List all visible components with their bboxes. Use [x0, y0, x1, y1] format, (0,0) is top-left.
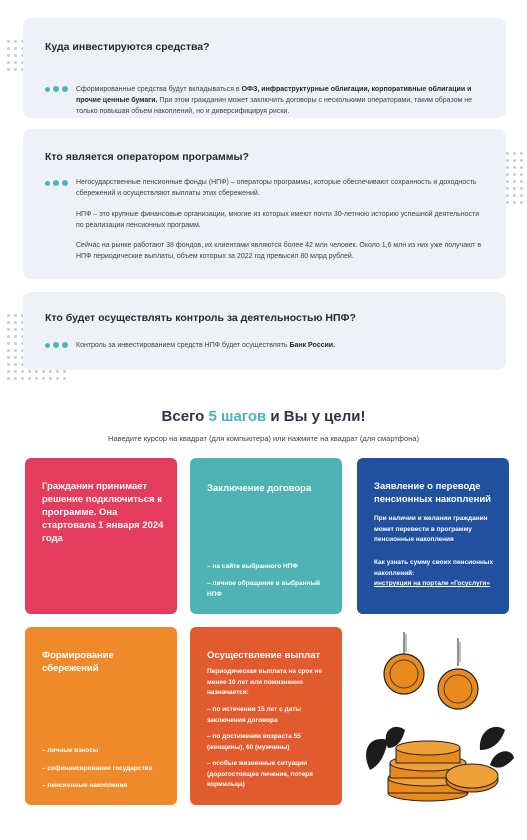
dot — [513, 173, 516, 176]
step-tile-transfer[interactable] — [357, 458, 509, 614]
dot — [7, 47, 10, 50]
dot — [14, 356, 17, 359]
faq-answer-paragraph: Негосударственные пенсионные фонды (НПФ) – операторы программы, которые обеспечивают сохранность и доходность сбережений и осуществляют выплаты этих сбережений. — [76, 179, 477, 197]
dot — [56, 377, 59, 380]
dot — [21, 377, 24, 380]
dot — [14, 68, 17, 71]
dot — [520, 152, 523, 155]
step-item: – личные взносы — [42, 747, 99, 754]
dot — [14, 40, 17, 43]
dot — [7, 356, 10, 359]
dot — [520, 166, 523, 169]
step-heading: Заявление о переводе пенсионных накоплений — [374, 481, 492, 505]
faq-answer-paragraph: Сейчас на рынке работают 38 фондов, их клиентами являются более 42 млн человек. Около 1,6 млн из них уже получают в НПФ периодические выплаты, объем которых за 2022 год превысил 80 млрд рублей. — [76, 242, 482, 260]
dot — [506, 173, 509, 176]
dot — [7, 349, 10, 352]
steps-title: Всего 5 шагов и Вы у цели! — [161, 408, 366, 425]
dot — [520, 187, 523, 190]
dot — [35, 370, 38, 373]
step-text: Периодическая выплата на срок не менее 10 лет или пожизненно назначается: — [207, 668, 322, 696]
step-heading: Формирование сбережений — [42, 650, 114, 674]
dot — [42, 370, 45, 373]
step-tile-contract[interactable] — [190, 458, 342, 614]
dot — [506, 159, 509, 162]
dot — [14, 54, 17, 57]
dot — [520, 201, 523, 204]
coin-stack-icon — [388, 741, 498, 801]
step-item: – по достижении возраста 55 (женщины), 60 (мужчины) — [207, 733, 301, 751]
faq-question: Кто является оператором программы? — [45, 151, 249, 163]
dot — [14, 61, 17, 64]
step-item: – пенсионные накопления — [42, 782, 128, 789]
dot — [14, 321, 17, 324]
dot — [7, 314, 10, 317]
dot — [21, 370, 24, 373]
faq-card-investments[interactable] — [23, 18, 506, 118]
dot — [7, 335, 10, 338]
dot — [506, 180, 509, 183]
dot — [520, 159, 523, 162]
faq-answer: Контроль за инвестированием средств НПФ будет осуществлять Банк России. — [76, 342, 336, 349]
dot — [14, 363, 17, 366]
dot — [14, 349, 17, 352]
step-item: – особые жизненные ситуации (дорогостоящее лечение, потеря кормильца) — [207, 760, 313, 788]
falling-coin-icon — [384, 632, 424, 694]
faq-question: Куда инвестируются средства? — [45, 41, 210, 53]
dot — [513, 152, 516, 155]
dot — [14, 370, 17, 373]
dot — [513, 201, 516, 204]
step-text: Как узнать сумму своих пенсионных накоплений: — [374, 559, 494, 577]
dot — [42, 377, 45, 380]
decorative-dots — [506, 152, 527, 204]
dot — [520, 180, 523, 183]
step-item: – софинансирование государства — [42, 765, 153, 772]
bullet-dots-icon — [45, 342, 68, 348]
dot — [513, 159, 516, 162]
dot — [513, 180, 516, 183]
dot — [7, 61, 10, 64]
bullet-dots-icon — [45, 86, 68, 92]
dot — [506, 166, 509, 169]
step-text: При наличии и желании гражданин может перевести в программу пенсионные накопления — [374, 515, 488, 543]
dot — [28, 370, 31, 373]
dot — [14, 328, 17, 331]
dot — [49, 370, 52, 373]
step-tile-payouts[interactable] — [190, 627, 342, 805]
faq-answer: Сформированные средства будут вкладываться в ОФЗ, инфраструктурные облигации, корпоративные облигации и прочие ценные бумаги. При этом гражданин может заключить договоры с несколькими операторами, таким образом не только повышая объем накоплений, но и диверсифицируя риски. — [76, 86, 473, 115]
coins-illustration — [360, 630, 515, 805]
steps-subtitle: Наведите курсор на квадрат (для компьютера) или нажмите на квадрат (для смартфона) — [108, 434, 419, 443]
dot — [63, 377, 66, 380]
dot — [14, 377, 17, 380]
dot — [28, 377, 31, 380]
step-tile-savings[interactable] — [25, 627, 177, 805]
dot — [14, 342, 17, 345]
dot — [14, 314, 17, 317]
step-heading: Гражданин принимает решение подключиться к программе. Она стартовала 1 января 2024 года — [42, 481, 164, 544]
dot — [63, 370, 66, 373]
dot — [49, 377, 52, 380]
dot — [506, 194, 509, 197]
dot — [520, 173, 523, 176]
dot — [7, 377, 10, 380]
dot — [513, 187, 516, 190]
dot — [7, 68, 10, 71]
step-heading: Заключение договора — [207, 483, 312, 494]
step-item: – по истечении 15 лет с даты заключения договора — [207, 706, 301, 724]
dot — [7, 328, 10, 331]
dot — [7, 342, 10, 345]
dot — [35, 377, 38, 380]
dot — [513, 194, 516, 197]
dot — [513, 166, 516, 169]
faq-answer-paragraph: НПФ – это крупные финансовые организации, многие из которых имеют почти 30-летнюю историю успешной деятельности по реализации пенсионных программ. — [76, 211, 480, 229]
dot — [7, 54, 10, 57]
dot — [14, 47, 17, 50]
dot — [506, 152, 509, 155]
dot — [7, 40, 10, 43]
dot — [7, 321, 10, 324]
faq-card-control[interactable] — [23, 292, 506, 370]
faq-card-operator[interactable] — [23, 129, 506, 279]
dot — [7, 363, 10, 366]
faq-question: Кто будет осуществлять контроль за деятельностью НПФ? — [45, 312, 356, 324]
bullet-dots-icon — [45, 180, 68, 186]
dot — [506, 187, 509, 190]
step-heading: Осуществление выплат — [207, 650, 321, 661]
gosuslugi-link[interactable]: инструкция на портале «Госуслуги» — [374, 580, 490, 587]
dot — [56, 370, 59, 373]
dot — [506, 201, 509, 204]
falling-coin-icon — [438, 638, 478, 709]
dot — [14, 335, 17, 338]
step-item: – личное обращение в выбранный НПФ — [207, 580, 320, 598]
step-tile-decision[interactable] — [25, 458, 177, 614]
dot — [520, 194, 523, 197]
dot — [7, 370, 10, 373]
step-item: – на сайте выбранного НПФ — [207, 563, 298, 570]
